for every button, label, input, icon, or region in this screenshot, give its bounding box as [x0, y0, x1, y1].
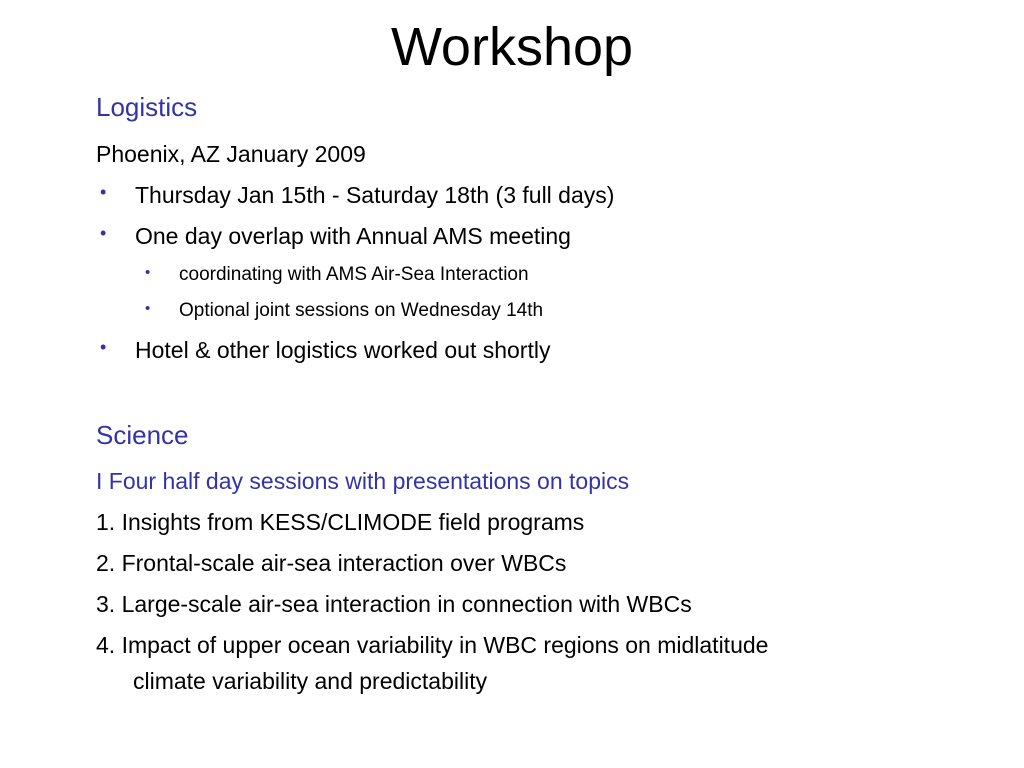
list-item-text: Hotel & other logistics worked out shortly [135, 337, 551, 363]
bullet-icon: • [100, 223, 107, 243]
list-item-text: One day overlap with Annual AMS meeting [135, 223, 571, 249]
sub-list-item-text: Optional joint sessions on Wednesday 14th [179, 300, 544, 321]
bullet-icon: • [100, 182, 107, 202]
bullet-icon: • [100, 337, 107, 357]
science-heading: Science [96, 420, 189, 450]
topic-item-continuation: climate variability and predictability [133, 668, 488, 694]
science-intro: I Four half day sessions with presentations on topics [96, 468, 630, 494]
bullet-icon: • [145, 264, 151, 281]
topic-item: 1. Insights from KESS/CLIMODE field programs [96, 509, 585, 535]
slide-title: Workshop [390, 17, 634, 77]
topic-item: 2. Frontal-scale air-sea interaction over WBCs [96, 550, 567, 576]
topic-item: 3. Large-scale air-sea interaction in connection with WBCs [96, 591, 692, 617]
logistics-location: Phoenix, AZ January 2009 [96, 141, 366, 167]
bullet-icon: • [145, 300, 151, 317]
sub-list-item-text: coordinating with AMS Air-Sea Interaction [179, 264, 529, 285]
logistics-heading: Logistics [96, 92, 198, 122]
list-item-text: Thursday Jan 15th - Saturday 18th (3 full days) [135, 182, 615, 208]
topic-item: 4. Impact of upper ocean variability in WBC regions on midlatitude [96, 632, 769, 658]
